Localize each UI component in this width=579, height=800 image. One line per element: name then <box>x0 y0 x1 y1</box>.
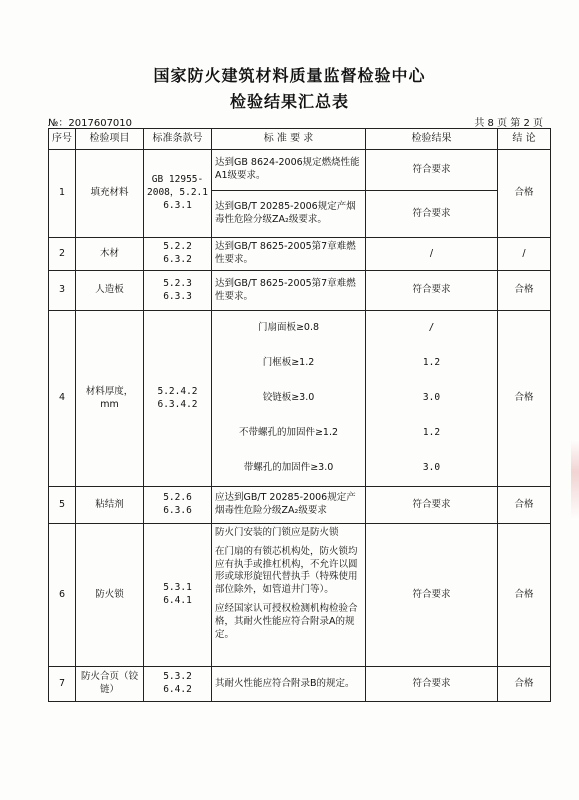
col-header-item: 检验项目 <box>76 129 144 150</box>
row-no: 2 <box>49 238 76 271</box>
list-item: / <box>428 322 435 334</box>
list-item: 1.2 <box>422 427 441 439</box>
row-no: 5 <box>49 487 76 524</box>
row-clause: 5.3.2 6.4.2 <box>144 667 212 702</box>
list-item: 门扇面板≥0.8 <box>257 322 320 334</box>
col-header-requirement: 标 准 要 求 <box>212 129 366 150</box>
row-conclusion: 合格 <box>498 487 551 524</box>
page-info: 共 8 页 第 2 页 <box>474 118 543 129</box>
list-item: 门框板≥1.2 <box>262 357 315 369</box>
report-title: 国家防火建筑材料质量监督检验中心 <box>153 66 426 85</box>
row-conclusion: / <box>498 238 551 271</box>
row-item: 粘结剂 <box>76 487 144 524</box>
table-row <box>49 667 551 702</box>
row-clause: 5.2.3 6.3.3 <box>144 271 212 311</box>
row-result: 符合要求 <box>366 271 498 311</box>
row-no: 4 <box>49 311 76 487</box>
row-item: 木材 <box>76 238 144 271</box>
row-requirement <box>212 524 366 667</box>
col-header-result: 检验结果 <box>366 129 498 150</box>
row-no: 3 <box>49 271 76 311</box>
row-clause: 5.2.6 6.3.6 <box>144 487 212 524</box>
list-item: 不带螺孔的加固件≥1.2 <box>238 427 339 439</box>
list-item: 带螺孔的加固件≥3.0 <box>243 462 334 474</box>
row-requirement: 达到GB/T 8625-2005第7章难燃性要求。 <box>212 271 366 311</box>
requirement-paragraph: 在门扇的有锁芯机构处，防火锁均应有执手或推杠机构，不允许以圆形或球形旋钮代替执手（特殊使用部位除外，如管道井门等）。 <box>215 545 358 596</box>
row-requirement: 其耐火性能应符合附录B的规定。 <box>212 667 366 702</box>
table-row <box>49 150 551 191</box>
red-seal-edge <box>571 440 579 520</box>
row-result: / <box>366 238 498 271</box>
row-result: 符合要求 <box>366 487 498 524</box>
row-conclusion: 合格 <box>498 667 551 702</box>
list-item: 3.0 <box>422 392 441 404</box>
table-row <box>49 271 551 311</box>
row-item: 防火锁 <box>76 524 144 667</box>
row-clause: 5.2.2 6.3.2 <box>144 238 212 271</box>
report-subtitle: 检验结果汇总表 <box>229 92 349 111</box>
table-row <box>49 238 551 271</box>
row-item: 人造板 <box>76 271 144 311</box>
row-conclusion: 合格 <box>498 150 551 238</box>
row-no: 1 <box>49 150 76 238</box>
row-requirement: 达到GB/T 20285-2006规定产烟毒性危险分级ZA₂级要求。 <box>212 191 366 238</box>
requirement-paragraph: 防火门安装的门锁应是防火锁 <box>215 527 339 538</box>
row-clause: GB 12955-2008，5.2.1 6.3.1 <box>144 150 212 238</box>
thickness-result-list <box>366 311 497 486</box>
row-conclusion: 合格 <box>498 524 551 667</box>
list-item: 3.0 <box>422 462 441 474</box>
table-row <box>49 524 551 667</box>
row-requirement: 达到GB 8624-2006规定燃烧性能A1级要求。 <box>212 150 366 191</box>
table-row <box>49 487 551 524</box>
col-header-clause: 标准条款号 <box>144 129 212 150</box>
list-item: 铰链板≥3.0 <box>262 392 315 404</box>
table-header-row <box>49 129 551 150</box>
row-requirement: 应达到GB/T 20285-2006规定产烟毒性危险分级ZA₂级要求 <box>212 487 366 524</box>
row-result: 符合要求 <box>366 667 498 702</box>
col-header-no: 序号 <box>49 129 76 150</box>
row-result: 符合要求 <box>366 150 498 191</box>
row-requirement: 达到GB/T 8625-2005第7章难燃性要求。 <box>212 238 366 271</box>
row-item: 防火合页（铰链） <box>76 667 144 702</box>
row-result: 符合要求 <box>366 524 498 667</box>
report-number: №：2017607010 <box>48 118 133 129</box>
row-clause: 5.3.1 6.4.1 <box>144 524 212 667</box>
row-no: 7 <box>49 667 76 702</box>
results-table <box>48 128 551 702</box>
requirement-paragraph: 应经国家认可授权检测机构检验合格，其耐火性能应符合附录A的规定。 <box>215 603 358 640</box>
table-row <box>49 311 551 487</box>
row-conclusion: 合格 <box>498 311 551 487</box>
row-clause: 5.2.4.2 6.3.4.2 <box>144 311 212 487</box>
row-item: 填充材料 <box>76 150 144 238</box>
thickness-requirement-list <box>212 311 365 486</box>
row-item: 材料厚度，mm <box>76 311 144 487</box>
row-result: 符合要求 <box>366 191 498 238</box>
list-item: 1.2 <box>422 357 441 369</box>
row-conclusion: 合格 <box>498 271 551 311</box>
row-no: 6 <box>49 524 76 667</box>
col-header-conclusion: 结 论 <box>498 129 551 150</box>
